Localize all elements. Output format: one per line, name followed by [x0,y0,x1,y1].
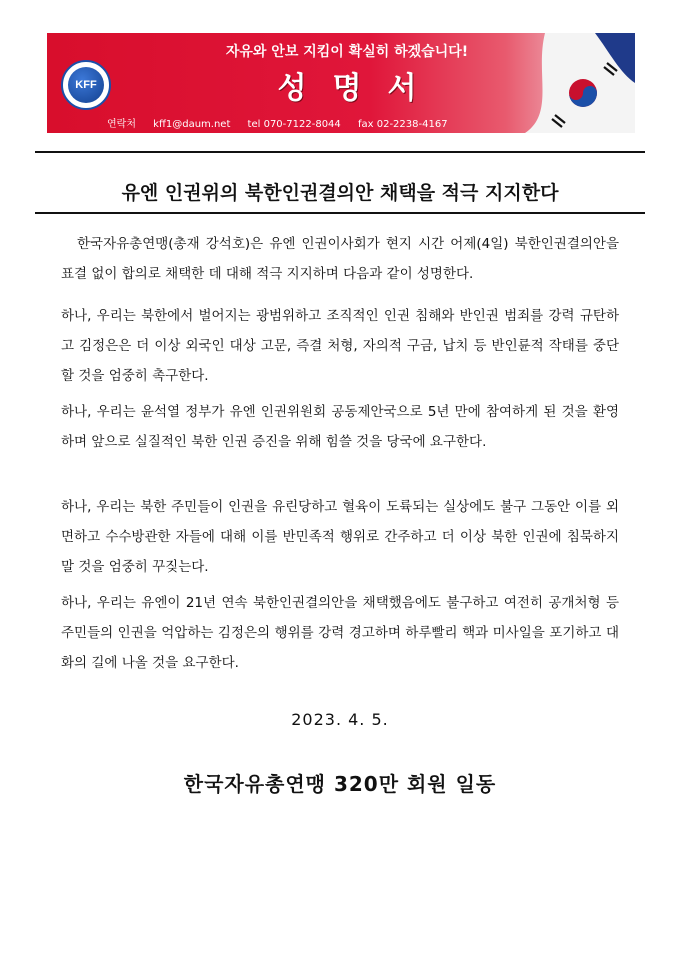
contact-info [107,115,462,130]
kff-logo-emblem: KFF [68,67,104,103]
banner-slogan: 자유와 안보 지킴이 확실히 하겠습니다! [225,44,469,60]
headline: 유엔 인권위의 북한인권결의안 채택을 적극 지지한다 [121,182,559,204]
top-divider [35,151,645,153]
intro-paragraph [61,229,619,289]
point-1-text: 하나, 우리는 북한에서 벌어지는 광범위하고 조직적인 인권 침해와 반인권 범죄를 강력 규탄하고 김정은은 더 이상 외국인 대상 고문, 즉결 처형, 자의적 구금, 납치 등 반인륜적 작태를 중단할 것을 엄중히 촉구한다. [61,308,619,384]
point-paragraph [61,588,619,678]
korean-flag-icon [525,33,635,133]
point-paragraph [61,397,619,457]
headline-divider [35,212,645,214]
contact-tel: tel 070-7122-8044 [247,119,341,130]
point-paragraph [61,492,619,582]
banner-title: 성명서 [277,71,443,106]
point-paragraph [61,301,619,391]
contact-email: kff1@daum.net [153,119,231,130]
contact-label: 연락처 [107,119,136,130]
statement-date: 2023. 4. 5. [291,710,389,729]
point-4-text: 하나, 우리는 유엔이 21년 연속 북한인권결의안을 채택했음에도 불구하고 여전히 공개처형 등 주민들의 인권을 억압하는 김정은의 행위를 강력 경고하며 하루빨리 핵과 미사일을 포기하고 대화의 길에 나올 것을 요구한다. [61,595,619,671]
intro-text: 한국자유총연맹(총재 강석호)은 유엔 인권이사회가 현지 시간 어제(4일) 북한인권결의안을 표결 없이 합의로 채택한 데 대해 적극 지지하며 다음과 같이 성명한다. [61,236,619,282]
point-3-text: 하나, 우리는 북한 주민들이 인권을 유린당하고 혈육이 도륙되는 실상에도 불구 그동안 이를 외면하고 수수방관한 자들에 대해 이를 반민족적 행위로 간주하고 더 이상 북한 인권에 침묵하지 말 것을 엄중히 꾸짖는다. [61,499,619,575]
contact-fax: fax 02-2238-4167 [357,119,448,130]
statement-banner [47,33,635,133]
signature: 한국자유총연맹 320만 회원 일동 [183,772,497,796]
point-2-text: 하나, 우리는 윤석열 정부가 유엔 인권위원회 공동제안국으로 5년 만에 참여하게 된 것을 환영하며 앞으로 실질적인 북한 인권 증진을 위해 힘쓸 것을 당국에 요구한다. [61,404,619,450]
kff-logo [61,60,111,110]
